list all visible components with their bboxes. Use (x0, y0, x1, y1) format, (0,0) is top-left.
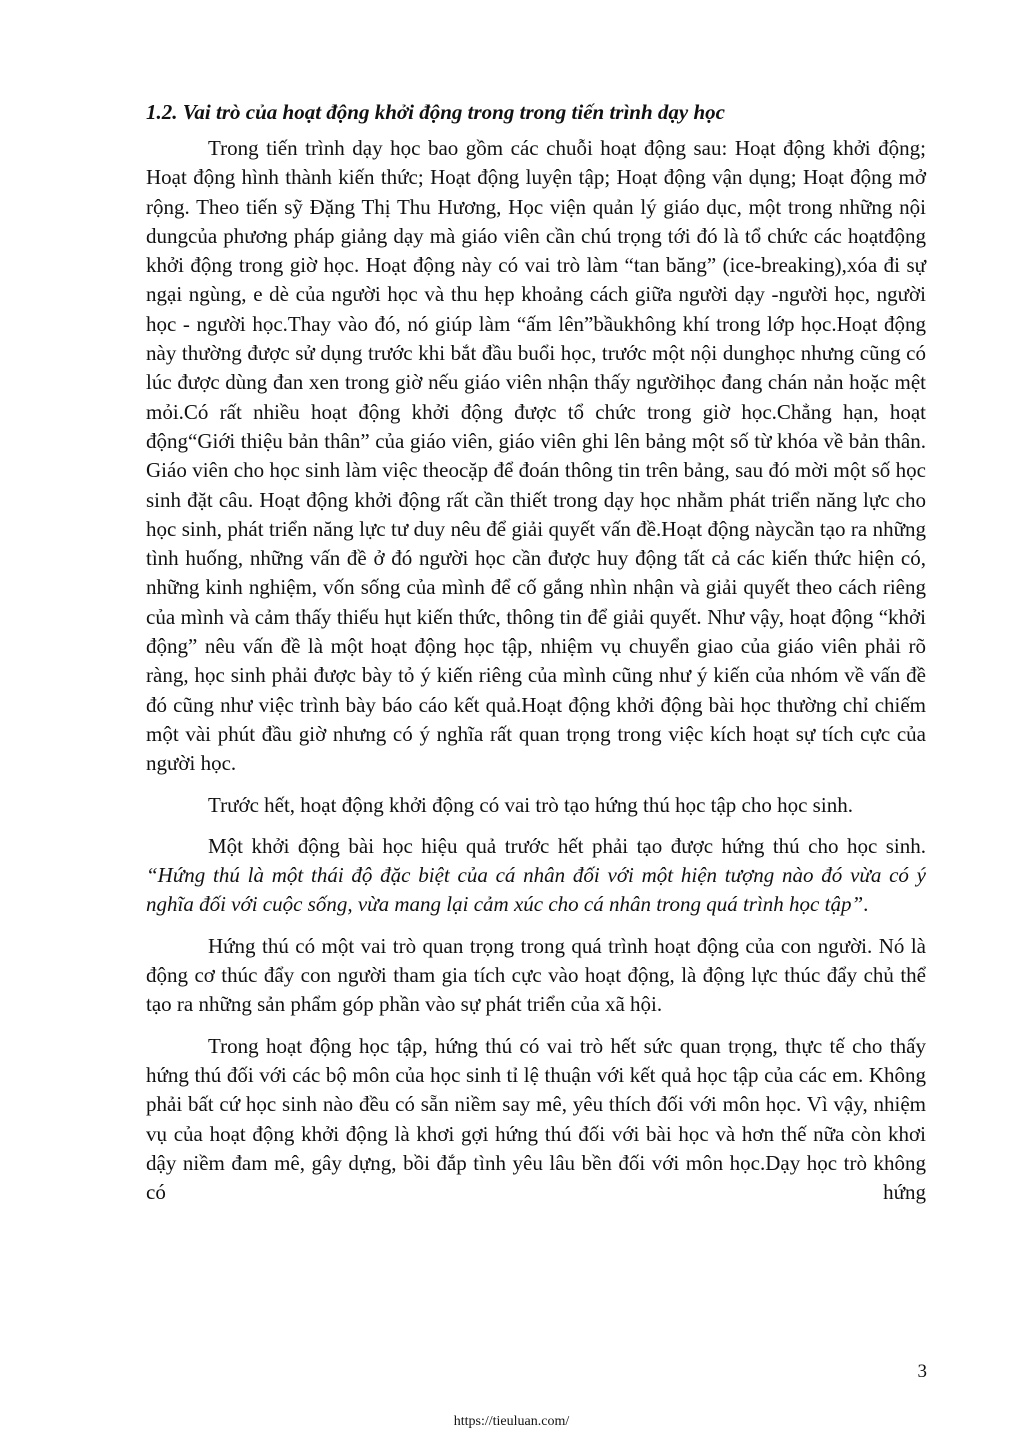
section-heading: 1.2. Vai trò của hoạt động khởi động trong trong tiến trình dạy học (146, 100, 725, 124)
footer-url: https://tieuluan.com/ (453, 1414, 570, 1429)
paragraph-definition-tail: . (863, 892, 869, 917)
paragraph-definition (146, 832, 926, 920)
paragraph-intro: Trong tiến trình dạy học bao gồm các chuỗi hoạt động sau: Hoạt động khởi động; Hoạt động hình thành kiến thức; Hoạt động luyện tập; Hoạt động vận dụng; Hoạt động mở rộng. Theo tiến sỹ Đặng Thị Thu Hương, Học viện quản lý giáo dục, một trong những nội dungcủa phương pháp giảng dạy mà giáo viên cần chú trọng tới đó là tổ chức các hoạtđộng khởi động trong giờ học. Hoạt động này có vai trò làm “tan băng” (ice-breaking),xóa đi sự ngại ngùng, e dè của người học và thu hẹp khoảng cách giữa người dạy -người học, người học - người học.Thay vào đó, nó giúp làm “ấm lên”bầukhông khí trong lớp học.Hoạt động này thường được sử dụng trước khi bắt đầu buổi học, trước một nội dunghọc nhưng cũng có lúc được dùng đan xen trong giờ nếu giáo viên nhận thấy ngườihọc đang chán nản hoặc mệt mỏi.Có rất nhiều hoạt động khởi động được tổ chức trong giờ học.Chẳng hạn, hoạt động“Giới thiệu bản thân” của giáo viên, giáo viên ghi lên bảng một số từ khóa về bản thân. Giáo viên cho học sinh làm việc theocặp để đoán thông tin trên bảng, sau đó mời một số học sinh đặt câu. Hoạt động khởi động rất cần thiết trong dạy học nhằm phát triển năng lực cho học sinh, phát triển năng lực tư duy nêu để giải quyết vấn đề.Hoạt động nàycần tạo ra những tình huống, những vấn đề ở đó người học cần được huy động tất cả các kiến thức hiện có, những kinh nghiệm, vốn sống của mình để cố gắng nhìn nhận và giải quyết theo cách riêng của mình và cảm thấy thiếu hụt kiến thức, thông tin để giải quyết. Như vậy, hoạt động “khởi động” nêu vấn đề là một hoạt động học tập, nhiệm vụ chuyển giao của giáo viên phải rõ ràng, học sinh phải được bày tỏ ý kiến riêng của mình cũng như ý kiến của nhóm về vấn đề đó cũng như việc trình bày báo cáo kết quả.Hoạt động khởi động bài học thường chỉ chiếm một vài phút đầu giờ nhưng có ý nghĩa rất quan trọng trong việc kích hoạt sự tích cực của người học. (146, 136, 926, 776)
document-page (146, 98, 926, 1219)
paragraph-definition-lead: Một khởi động bài học hiệu quả trước hết phải tạo được hứng thú cho học sinh. (208, 833, 926, 858)
page-number: 3 (917, 1361, 927, 1382)
paragraph-role-interest: Trước hết, hoạt động khởi động có vai trò tạo hứng thú học tập cho học sinh. (208, 792, 853, 817)
paragraph-learning-activity: Trong hoạt động học tập, hứng thú có vai trò hết sức quan trọng, thực tế cho thấy hứng thú đối với các bộ môn của học sinh tỉ lệ thuận với kết quả học tập của các em. Không phải bất cứ học sinh nào đều có sẵn niềm say mê, yêu thích đối với môn học. Vì vậy, nhiệm vụ của hoạt động khởi động là khơi gợi hứng thú đối với bài học và hơn thế nữa còn khơi dậy niềm đam mê, gây dựng, bồi đắp tình yêu lâu bền đối với môn học.Dạy học trò không có hứng (146, 1033, 926, 1205)
definition-quote: “Hứng thú là một thái độ đặc biệt của cá nhân đối với một hiện tượng nào đó vừa có ý nghĩa đối với cuộc sống, vừa mang lại cảm xúc cho cá nhân trong quá trình học tập” (146, 863, 926, 917)
paragraph-interest-importance: Hứng thú có một vai trò quan trọng trong quá trình hoạt động của con người. Nó là động cơ thúc đẩy con người tham gia tích cực vào hoạt động, là động lực thúc đẩy chủ thể tạo ra những sản phẩm góp phần vào sự phát triển của xã hội. (146, 933, 926, 1017)
